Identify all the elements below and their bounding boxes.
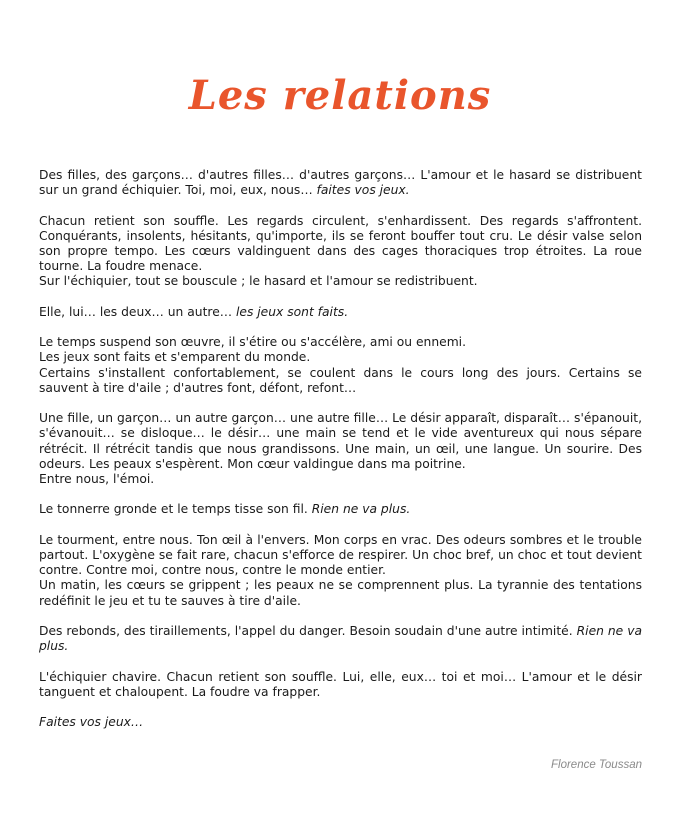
paragraph-5-text: Une fille, un garçon… un autre garçon… une autre fille… Le désir apparaît, disparaît… s'épanouit, s'évanouit… se disloque… le désir… une main se tend et le vide aventureux qui nous sépare rétrécit. Il rétrécit tandis que nous grandissons. Une main, un œil, une langue. Un sourire. Des odeurs. Les peaux s'espèrent. Mon cœur valdingue dans ma poitrine. [39, 411, 642, 471]
paragraph-1-emphasis: faites vos jeux. [316, 183, 410, 198]
paragraph-10 [39, 715, 642, 730]
paragraph-5 [39, 411, 642, 487]
paragraph-4-line-2: Les jeux sont faits et s'emparent du monde. [39, 350, 311, 365]
paragraph-7 [39, 533, 642, 609]
paragraph-6-text: Le tonnerre gronde et le temps tisse son fil. [39, 502, 312, 517]
paragraph-1 [39, 168, 642, 198]
paragraph-6 [39, 502, 642, 517]
paragraph-4 [39, 335, 642, 396]
paragraph-9 [39, 670, 642, 700]
paragraph-2-line-2: Sur l'échiquier, tout se bouscule ; le hasard et l'amour se redistribuent. [39, 274, 478, 289]
author-signature: Florence Toussan [551, 759, 642, 771]
paragraph-10-emphasis: Faites vos jeux… [39, 715, 144, 730]
page-title: Les relations [188, 72, 492, 119]
paragraph-3-text: Elle, lui… les deux… un autre… [39, 304, 236, 319]
paragraph-4-line-1: Le temps suspend son œuvre, il s'étire ou s'accélère, ami ou ennemi. [39, 335, 466, 350]
paragraph-7-line-2: Un matin, les cœurs se grippent ; les peaux ne se comprennent plus. La tyrannie des tentations redéfinit le jeu et tu te sauves à tire d'aile. [39, 578, 642, 608]
paragraph-4-line-3: Certains s'installent confortablement, se coulent dans le cours long des jours. Certains se sauvent à tire d'aile ; d'autres font, défont, refont… [39, 365, 642, 395]
paragraph-3 [39, 305, 642, 320]
paragraph-7-text: Le tourment, entre nous. Ton œil à l'envers. Mon corps en vrac. Des odeurs sombres et le trouble partout. L'oxygène se fait rare, chacun s'efforce de respirer. Un choc bref, un choc et tout devient contre. Contre moi, contre nous, contre le monde entier. [39, 532, 642, 578]
poem-body [39, 168, 642, 730]
paragraph-2-text: Chacun retient son souffle. Les regards circulent, s'enhardissent. Des regards s'affrontent. Conquérants, insolents, hésitants, qu'importe, ils se feront bouffer tout cru. Le désir valse selon son propre tempo. Les cœurs valdinguent dans des cages thoraciques trop étroites. La roue tourne. La foudre menace. [39, 213, 642, 274]
paragraph-5-line-2: Entre nous, l'émoi. [39, 472, 155, 486]
paragraph-9-text: L'échiquier chavire. Chacun retient son souffle. Lui, elle, eux… toi et moi… L'amour et le désir tanguent et chaloupent. La foudre va frapper. [39, 669, 642, 699]
paragraph-8-text: Des rebonds, des tiraillements, l'appel du danger. Besoin soudain d'une autre intimité. [39, 623, 577, 638]
paragraph-1-text: Des filles, des garçons… d'autres filles… d'autres garçons… L'amour et le hasard se distribuent sur un grand échiquier. Toi, moi, eux, nous… [39, 168, 642, 198]
paragraph-8 [39, 624, 642, 654]
paragraph-8-emphasis: Rien ne va plus. [39, 623, 643, 654]
paragraph-2 [39, 214, 642, 290]
paragraph-3-emphasis: les jeux sont faits. [235, 304, 349, 319]
paragraph-6-emphasis: Rien ne va plus. [311, 502, 411, 517]
